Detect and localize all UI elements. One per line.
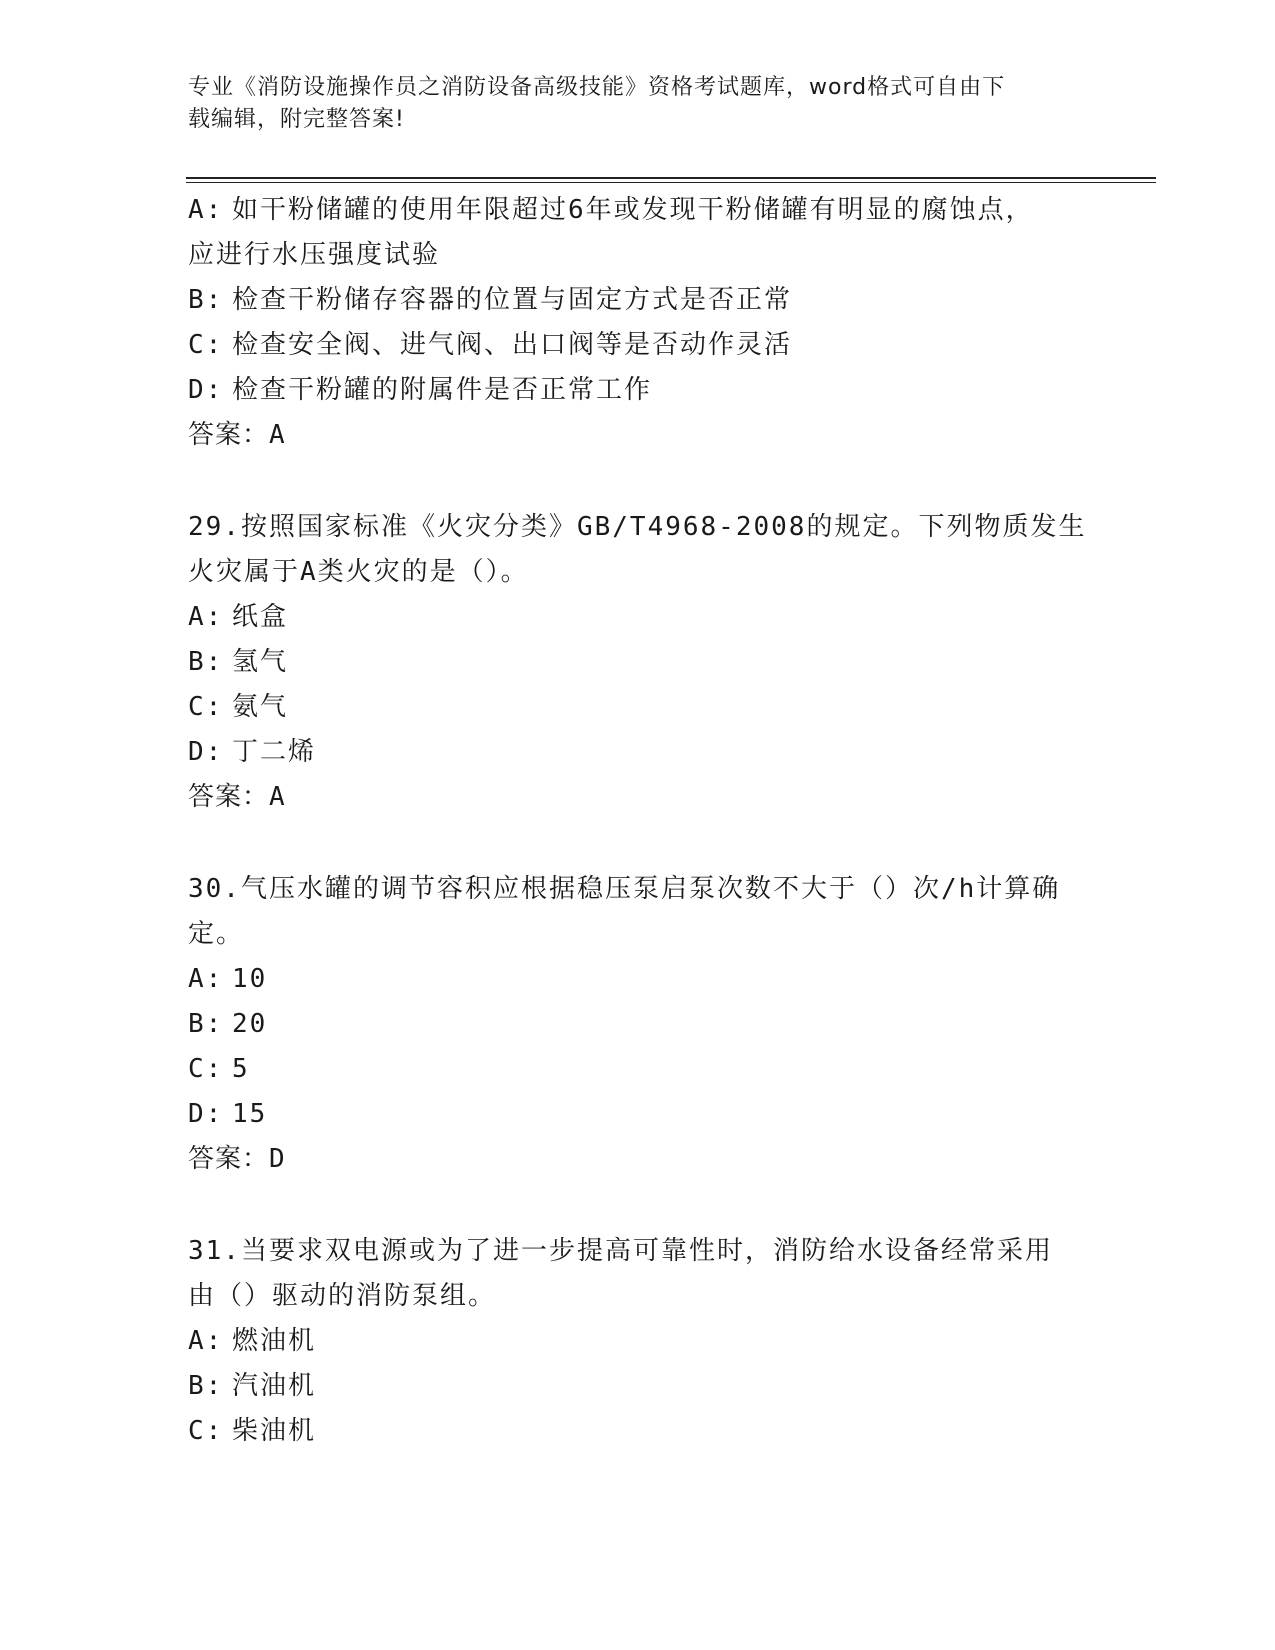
option-key: C: (188, 330, 224, 360)
header-divider-thick (186, 177, 1156, 179)
question-stem-line: 由（）驱动的消防泵组。 (188, 1281, 497, 1311)
spacer (188, 820, 1088, 867)
option-a (188, 188, 1088, 233)
option-b (188, 640, 1088, 685)
option-key: A: (188, 602, 224, 632)
answer-line (188, 775, 1088, 820)
answer-label: 答案： (188, 420, 270, 450)
option-key: A: (188, 195, 224, 225)
question-stem-line: 火灾属于A类火灾的是（）。 (188, 557, 529, 587)
option-text: 如干粉储罐的使用年限超过6年或发现干粉储罐有明显的腐蚀点， (232, 195, 1034, 225)
option-a (188, 595, 1088, 640)
question-stem-line: 定。 (188, 919, 245, 949)
option-key: A: (188, 1326, 224, 1356)
option-key: C: (188, 692, 224, 722)
question-30 (188, 867, 1088, 1182)
option-a-continuation: 应进行水压强度试验 (188, 240, 441, 270)
option-b (188, 278, 1088, 323)
spacer (188, 1182, 1088, 1229)
option-c (188, 685, 1088, 730)
option-text: 汽油机 (232, 1371, 317, 1401)
option-text: 燃油机 (232, 1326, 317, 1356)
option-text: 检查安全阀、进气阀、出口阀等是否动作灵活 (232, 330, 793, 360)
option-d (188, 730, 1088, 775)
answer-line (188, 413, 1088, 458)
option-text: 柴油机 (232, 1416, 317, 1446)
option-text: 检查干粉储存容器的位置与固定方式是否正常 (232, 285, 793, 315)
answer-line (188, 1137, 1088, 1182)
option-c (188, 1409, 1088, 1454)
spacer (188, 458, 1088, 505)
option-key: D: (188, 1099, 224, 1129)
option-text: 纸盒 (232, 602, 289, 632)
answer-value: D (269, 1144, 286, 1174)
question-list (188, 188, 1088, 1454)
option-c (188, 1047, 1088, 1092)
option-key: B: (188, 647, 224, 677)
option-b (188, 1002, 1088, 1047)
option-b (188, 1364, 1088, 1409)
option-text: 20 (232, 1009, 268, 1039)
document-header (188, 72, 1068, 136)
question-31 (188, 1229, 1088, 1454)
option-key: C: (188, 1054, 224, 1084)
option-key: B: (188, 1009, 224, 1039)
option-text: 检查干粉罐的附属件是否正常工作 (232, 375, 653, 405)
question-stem-line: 29.按照国家标准《火灾分类》GB/T4968-2008的规定。下列物质发生 (188, 512, 1087, 542)
option-d (188, 1092, 1088, 1137)
option-key: C: (188, 1416, 224, 1446)
header-line-2: 载编辑，附完整答案! (188, 107, 405, 132)
option-key: B: (188, 285, 224, 315)
option-a (188, 957, 1088, 1002)
option-d (188, 368, 1088, 413)
question-stem-line: 30.气压水罐的调节容积应根据稳压泵启泵次数不大于（）次/h计算确 (188, 874, 1061, 904)
question-stem-line: 31.当要求双电源或为了进一步提高可靠性时，消防给水设备经常采用 (188, 1236, 1053, 1266)
option-text: 5 (232, 1054, 250, 1084)
option-key: D: (188, 375, 224, 405)
answer-value: A (269, 782, 286, 812)
option-text: 氨气 (232, 692, 289, 722)
option-key: A: (188, 964, 224, 994)
option-text: 10 (232, 964, 268, 994)
option-key: B: (188, 1371, 224, 1401)
option-text: 15 (232, 1099, 268, 1129)
answer-value: A (269, 420, 286, 450)
option-key: D: (188, 737, 224, 767)
question-28-options (188, 188, 1088, 458)
header-divider-thin (186, 182, 1156, 183)
option-text: 氢气 (232, 647, 289, 677)
header-line-1: 专业《消防设施操作员之消防设备高级技能》资格考试题库，word格式可自由下 (188, 75, 1006, 100)
option-text: 丁二烯 (232, 737, 317, 767)
question-29 (188, 505, 1088, 820)
answer-label: 答案： (188, 1144, 270, 1174)
option-a (188, 1319, 1088, 1364)
option-c (188, 323, 1088, 368)
answer-label: 答案： (188, 782, 270, 812)
